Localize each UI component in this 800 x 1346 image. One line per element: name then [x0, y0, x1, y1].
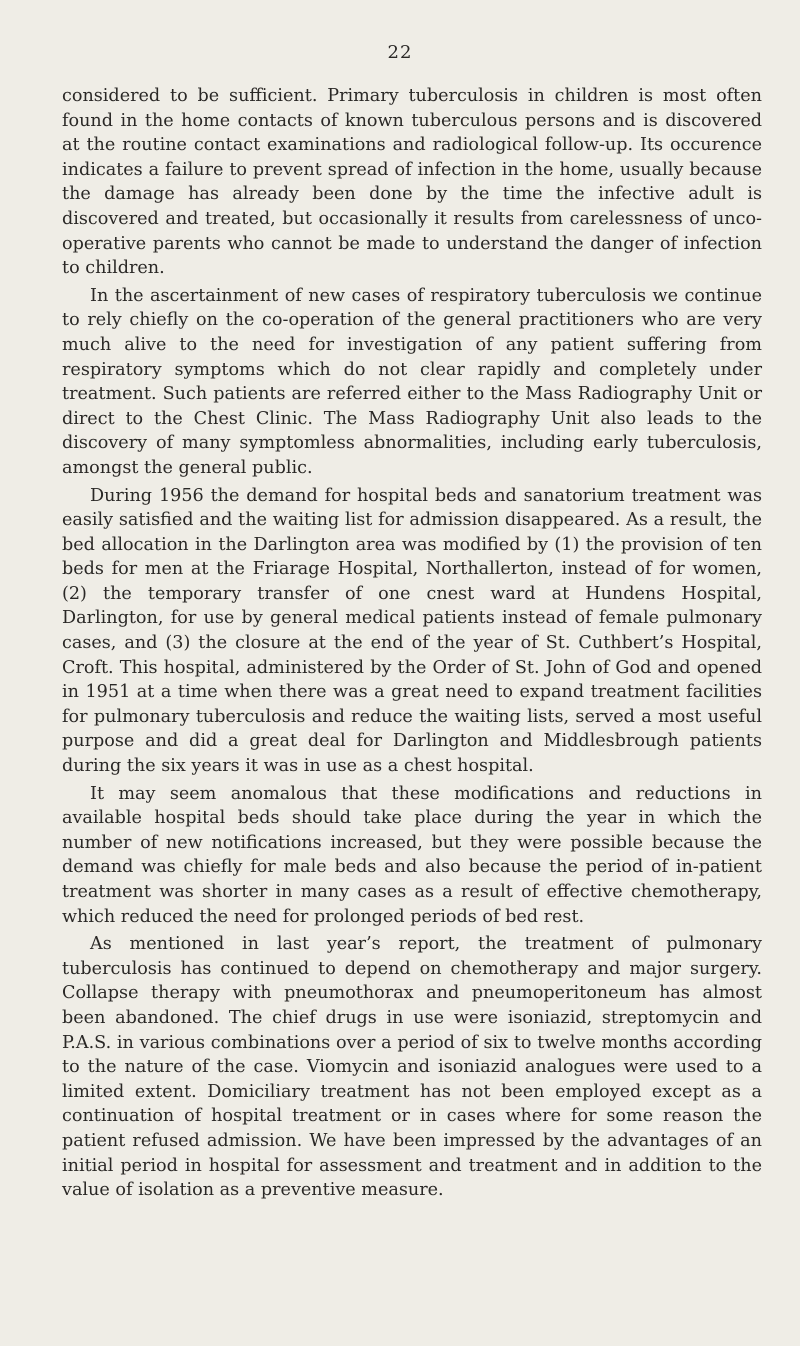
paragraph-bed-allocation: During 1956 the demand for hospital beds and sanatorium treatment was easily satisfied and the waiting list for admission disappeared. As a result, the bed allocation in the Darlington area was modified by (1) the provision of ten beds for men at the Friarage Hospital, Northallerton, instead of for women, (2) the temporary transfer of one cnest ward at Hundens Hospital, Darlington, for use by general medical patients instead of female pulmonary cases, and (3) the closure at the end of the year of St. Cuthbert’s Hospital, Croft. This hospital, administered by the Order of St. John of God and opened in 1951 at a time when there was a great need to expand treatment facilities for pulmonary tuberculosis and reduce the waiting lists, served a most useful purpose and did a great deal for Darlington and Middlesbrough patients during the six years it was in use as a chest hospital. [62, 485, 762, 777]
paragraph-primary-tuberculosis: considered to be sufficient. Primary tuberculosis in children is most often found in the home contacts of known tuberculous persons and is discovered at the routine contact examinations and radiological follow-up. Its occurence indicates a failure to prevent spread of infection in the home, usually because the damage has already been done by the time the infective adult is discovered and treated, but occasionally it results from carelessness of unco-operative parents who cannot be made to understand the danger of infection to children. [62, 86, 762, 279]
paragraph-treatment: As mentioned in last year’s report, the treatment of pulmonary tuberculosis has continued to depend on chemotherapy and major surgery. Collapse therapy with pneumothorax and pneumoperitoneum has almost been abandoned. The chief drugs in use were isoniazid, streptomycin and P.A.S. in various combinations over a period of six to twelve months according to the nature of the case. Viomycin and isoniazid analogues were used to a limited extent. Domiciliary treatment has not been employed except as a continuation of hospital treatment or in cases where for some reason the patient refused admission. We have been impressed by the advantages of an initial period in hospital for assessment and treatment and in addition to the value of isolation as a preventive measure. [62, 934, 762, 1201]
body-text [62, 84, 762, 1206]
paragraph-anomalous-reductions: It may seem anomalous that these modifications and reductions in available hospital beds should take place during the year in which the number of new notifications increased, but they were possible because the demand was chiefly for male beds and also because the period of in-patient treatment was shorter in many cases as a result of effective chemotherapy, which reduced the need for prolonged periods of bed rest. [62, 783, 762, 927]
page-number: 22 [387, 42, 413, 63]
paragraph-ascertainment: In the ascertainment of new cases of respiratory tuberculosis we continue to rely chiefly on the co-operation of the general practitioners who are very much alive to the need for investigation of any patient suffering from respiratory symptoms which do not clear rapidly and completely under treatment. Such patients are referred either to the Mass Radiography Unit or direct to the Chest Clinic. The Mass Radiography Unit also leads to the discovery of many symptomless abnormalities, including early tuberculosis, amongst the general public. [62, 285, 762, 478]
